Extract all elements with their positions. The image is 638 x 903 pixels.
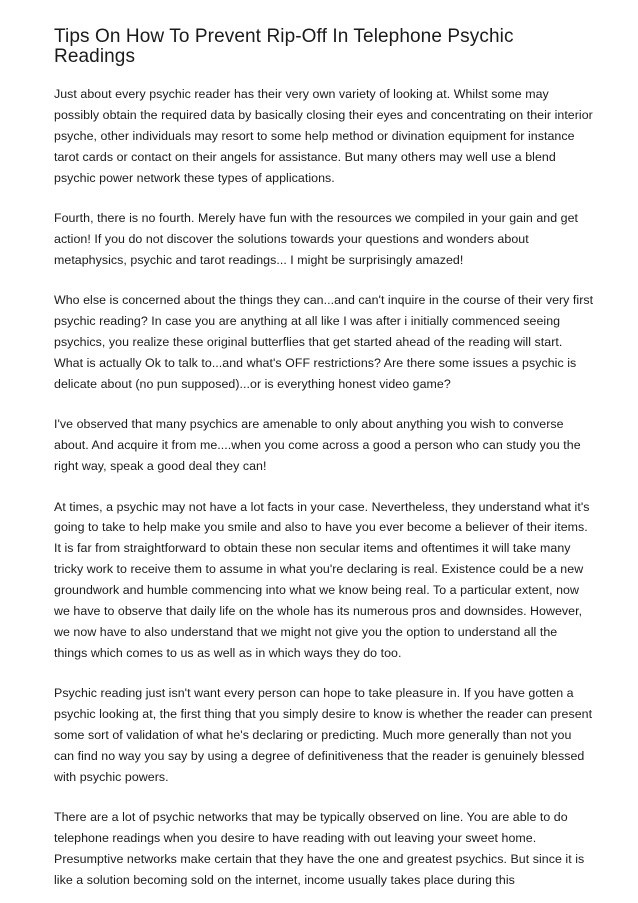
paragraph-6: Psychic reading just isn't want every person can hope to take pleasure in. If you have gotten a psychic looking at, the first thing that you simply desire to know is whether the reader can present some sort of validation of what he's declaring or predicting. Much more generally than not you can find no way you say by using a degree of definitiveness that the reader is genuinely blessed with psychic powers. bbox=[54, 686, 593, 784]
paragraph-4: I've observed that many psychics are amenable to only about anything you wish to converse about. And acquire it from me....when you come across a good a person who can study you the right way, speak a good deal they can! bbox=[54, 417, 581, 474]
paragraph-5: At times, a psychic may not have a lot facts in your case. Nevertheless, they understand what it's going to take to help make you smile and also to have you ever become a believer of their items. It is far from straightforward to obtain these non secular items and oftentimes it will take many tricky work to receive them to assume in what you're declaring is real. Existence could be a new groundwork and humble commencing into what we know being real. To a particular extent, now we have to observe that daily life on the whole has its numerous pros and downsides. However, we now have to also understand that we might not give you the option to understand all the things which comes to us as well as in which ways they do too. bbox=[54, 499, 590, 660]
paragraph-2: Fourth, there is no fourth. Merely have fun with the resources we compiled in your gain and get action! If you do not discover the solutions towards your questions and wonders about metaphysics, psychic and tarot readings... I might be surprisingly amazed! bbox=[54, 211, 579, 267]
document-title: Tips On How To Prevent Rip-Off In Telephone Psychic Readings bbox=[54, 26, 514, 67]
paragraph-7: There are a lot of psychic networks that may be typically observed on line. You are able to do telephone readings when you desire to have reading with out leaving your sweet home. Presumptive networks make certain that they have the one and greatest psychics. But since it is like a solution becoming sold on the internet, income usually takes place during this bbox=[54, 810, 585, 887]
paragraph-1: Just about every psychic reader has their very own variety of looking at. Whilst some may possibly obtain the required data by basically closing their eyes and concentrating on their interior psyche, other individuals may resort to some help method or divination equipment for instance tarot cards or contact on their angels for assistance. But many others may well use a blend psychic power network these types of applications. bbox=[54, 87, 593, 185]
document-page bbox=[54, 27, 594, 903]
paragraph-3: Who else is concerned about the things they can...and can't inquire in the course of their very first psychic reading? In case you are anything at all like I was after i initially commenced seeing psychics, you realize these original butterflies that get started ahead of the reading will start. What is actually Ok to talk to...and what's OFF restrictions? Are there some issues a psychic is delicate about (no pun supposed)...or is everything honest video game? bbox=[54, 293, 594, 391]
